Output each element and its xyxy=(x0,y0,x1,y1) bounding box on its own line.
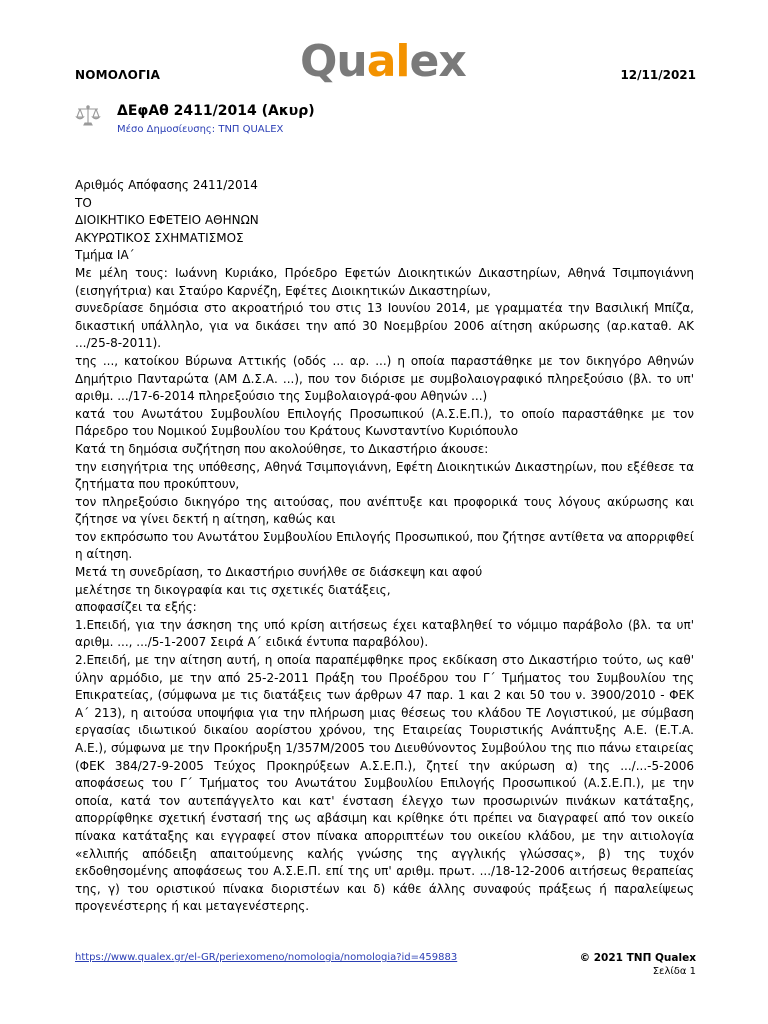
section-title: ΝΟΜΟΛΟΓΙΑ xyxy=(75,68,161,82)
document-date: 12/11/2021 xyxy=(620,68,696,82)
paragraph: μελέτησε τη δικογραφία και τις σχετικές διατάξεις, xyxy=(75,582,391,597)
paragraph: τον πληρεξούσιο δικηγόρο της αιτούσας, που ανέπτυξε και προφορικά τους λόγους ακύρωσης και ζήτησε να γίνει δεκτή η αίτηση, καθώς και xyxy=(75,494,694,527)
paragraph: Με μέλη τους: Ιωάννη Κυριάκο, Πρόεδρο Εφετών Διοικητικών Δικαστηρίων, Αθηνά Τσιμπογιάννη (εισηγήτρια) και Σταύρο Καρνέζη, Εφέτες Διοικητικών Δικαστηρίων, xyxy=(75,265,694,298)
paragraph: τον εκπρόσωπο του Ανωτάτου Συμβουλίου Επιλογής Προσωπικού, που ζήτησε αντίθετα να απορριφθεί η αίτηση. xyxy=(75,529,694,562)
case-title: ΔΕφΑθ 2411/2014 (Ακυρ) xyxy=(117,103,315,119)
paragraph: 1.Επειδή, για την άσκηση της υπό κρίση αιτήσεως έχει καταβληθεί το νόμιμο παράβολο (βλ. τα υπ' αριθμ. ..., .../5-1-2007 Σειρά Α΄ ειδικά έντυπα παραβόλου). xyxy=(75,617,694,650)
page-number: Σελίδα 1 xyxy=(652,966,696,977)
paragraph: Αριθμός Απόφασης 2411/2014 xyxy=(75,178,258,192)
scales-of-justice-icon xyxy=(75,104,101,128)
qualex-logo[interactable]: Qualex xyxy=(300,36,466,87)
paragraph: κατά του Ανωτάτου Συμβουλίου Επιλογής Προσωπικού (Α.Σ.Ε.Π.), το οποίο παραστάθηκε με τον Πάρεδρο του Νομικού Συμβουλίου του Κράτους Κωνσταντίνο Κυριόπουλο xyxy=(75,406,694,439)
paragraph: ΑΚΥΡΩΤΙΚΟΣ ΣΧΗΜΑΤΙΣΜΟΣ xyxy=(75,230,244,245)
paragraph: Μετά τη συνεδρίαση, το Δικαστήριο συνήλθε σε διάσκεψη και αφού xyxy=(75,565,483,580)
paragraph: ΔΙΟΙΚΗΤΙΚΟ ΕΦΕΤΕΙΟ ΑΘΗΝΩΝ xyxy=(75,213,259,228)
paragraph: την εισηγήτρια της υπόθεσης, Αθηνά Τσιμπογιάννη, Εφέτη Διοικητικών Δικαστηρίων, που εξέθεσε τα ζητήματα που προκύπτουν, xyxy=(75,459,694,492)
paragraph: της ..., κατοίκου Βύρωνα Αττικής (οδός ... αρ. ...) η οποία παραστάθηκε με τον δικηγόρο Αθηνών Δημήτριο Πανταρώτα (ΑΜ Δ.Σ.Α. ...), που τον διόρισε με συμβολαιογραφικό πληρεξούσιο (βλ. το υπ' αριθμ. .../17-6-2014 πληρεξούσιο της Συμβολαιογρά-φου Αθηνών ...) xyxy=(75,353,694,404)
paragraph: 2.Επειδή, με την αίτηση αυτή, η οποία παραπέμφθηκε προς εκδίκαση στο Δικαστήριο τούτο, ως καθ' ύλην αρμόδιο, με την από 25-2-2011 Πράξη του Προέδρου του Γ΄ Τμήματος του Συμβουλίου της Επικρατείας, (σύμφωνα με τις διατάξεις των άρθρων 47 παρ. 1 και 2 και 50 του ν. 3900/2010 - ΦΕΚ Α΄ 213), η αιτούσα υποψήφια για την πλήρωση μιας θέσεως του κλάδου ΤΕ Λογιστικού, με σύμβαση εργασίας ιδιωτικού δικαίου αορίστου χρόνου, της Εταιρείας Τουριστικής Ανάπτυξης Α.Ε. (Ε.Τ.Α. Α.Ε.), σύμφωνα με την Προκήρυξη 1/357Μ/2005 του Διευθύνοντος Συμβούλου της πιο πάνω εταιρείας (ΦΕΚ 384/27-9-2005 Τεύχος Προκηρύξεων Α.Σ.Ε.Π.), ζητεί την ακύρωση α) της .../...-5-2006 αποφάσεως του Γ΄ Τμήματος του Ανωτάτου Συμβουλίου Επιλογής Προσωπικού (Α.Σ.Ε.Π.), με την οποία, κατά τον αυτεπάγγελτο και κατ' ένσταση έλεγχο των προσωρινών πινάκων κατάταξης, απορρίφθηκε σχετική ένστασή της ως αβάσιμη και κρίθηκε ότι πρέπει να διαγραφεί από τον οικείο πίνακα κατάταξης και εγγραφεί στον πίνακα απορριπτέων του οικείου κλάδου, με την αιτιολογία «ελλιπής απόδειξη απαιτούμενης καλής γνώσης της αγγλικής γλώσσας», β) της τυχόν εκδοθησομένης αποφάσεως του Α.Σ.Ε.Π. επί της υπ' αριθμ. πρωτ. .../18-12-2006 αιτήσεως θεραπείας της, γ) του οριστικού πίνακα διοριστέων και δ) κάθε άλλης συναφούς πράξεως ή παραλείψεως προγενέστερης ή και μεταγενέστερης. xyxy=(75,653,694,914)
decision-text xyxy=(75,177,694,916)
copyright-notice: © 2021 ΤΝΠ Qualex xyxy=(579,952,696,964)
paragraph: συνεδρίασε δημόσια στο ακροατήριό του στις 13 Ιουνίου 2014, με γραμματέα την Βασιλική Μπίζα, δικαστική υπάλληλο, για να δικάσει την από 30 Νοεμβρίου 2006 αίτηση ακύρωσης (αρ.καταθ. ΑΚ .../25-8-2011). xyxy=(75,301,694,351)
source-link[interactable]: https://www.qualex.gr/el-GR/periexomeno/nomologia/nomologia?id=459883 xyxy=(75,952,458,963)
paragraph: Κατά τη δημόσια συζήτηση που ακολούθησε, το Δικαστήριο άκουσε: xyxy=(75,441,489,456)
paragraph: ΤΟ xyxy=(75,195,92,210)
publication-source: Μέσο Δημοσίευσης: ΤΝΠ QUALEX xyxy=(117,124,284,135)
paragraph: Τμήμα ΙΑ΄ xyxy=(75,248,135,263)
paragraph: αποφασίζει τα εξής: xyxy=(75,600,197,615)
